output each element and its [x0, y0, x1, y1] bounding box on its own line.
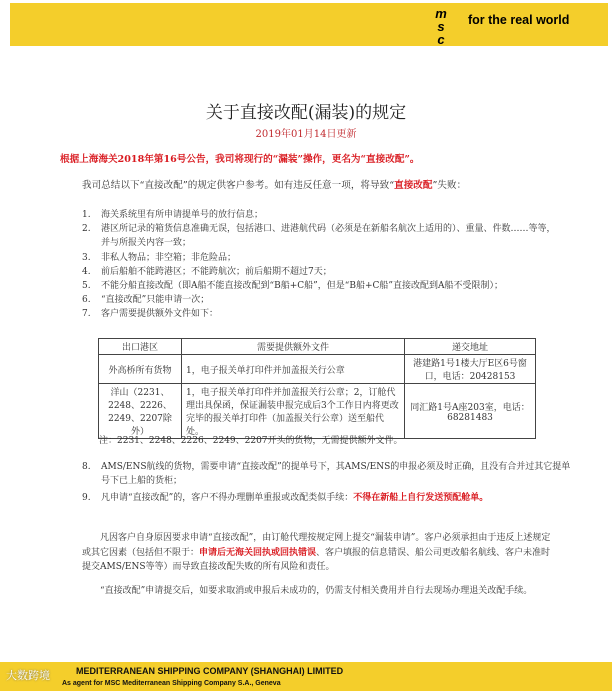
list-item: 3. 非私人物品；非空箱；非危险品；: [82, 252, 237, 263]
header-slogan: for the real world: [468, 13, 570, 27]
intro-text: 我司总结以下“直接改配”的规定供客户参考。如有违反任意一项，将导致“直接改配”失败：: [82, 180, 467, 191]
svg-text:m: m: [435, 6, 447, 21]
cell-address: 同汇路1号A座203室，电话：68281483: [405, 384, 536, 439]
rules-list: [82, 208, 562, 322]
svg-text:c: c: [437, 32, 445, 46]
cell-port: 外高桥所有货物: [99, 355, 182, 384]
table-row: [99, 355, 536, 384]
cell-docs: 1，电子报关单打印件并加盖报关行公章；2，订舱代理出具保函，保证漏装申报完成后3个工作日内将更改完毕的报关单打印件（加盖报关行公章）送至船代处。: [182, 384, 405, 439]
cell-docs: 1，电子报关单打印件并加盖报关行公章: [182, 355, 405, 384]
footer-company: MEDITERRANEAN SHIPPING COMPANY (SHANGHAI) LIMITED: [76, 666, 344, 676]
list-item: 1. 海关系统里有所申请提单号的放行信息；: [82, 210, 264, 220]
cell-port: 洋山（2231、2248、2226、2249、2207除外）: [99, 384, 182, 439]
footer-banner: [0, 662, 612, 691]
list-item: 9. 凡申请“直接改配”的，客户不得办理删单重报或改配类似手续：不得在新船上自行发送预配舱单。: [82, 493, 489, 504]
col-header-docs: 需要提供额外文件: [182, 339, 405, 355]
red-notice: 根据上海海关2018年第16号公告，我司将现行的“漏装”操作，更名为“直接改配”。: [60, 154, 420, 165]
svg-text:s: s: [437, 19, 445, 34]
header-banner: [10, 3, 608, 46]
col-header-port: 出口港区: [99, 339, 182, 355]
page-title: 关于直接改配(漏装)的规定: [205, 103, 407, 123]
item9-highlight: 不得在新船上自行发送预配舱单。: [353, 493, 489, 504]
watermark: 大数跨境: [6, 669, 50, 682]
paragraph-cancellation: “直接改配”申请提交后，如要求取消或申报后未成功的，仍需支付相关费用并自行去现场办理退关改配手续。: [100, 586, 533, 596]
msc-logo: [422, 3, 460, 46]
list-item: 5. 不能分船直接改配（即A船不能直接改配到“B船+C船”，但是“B船+C船”直接改配到A船不受限制）；: [82, 281, 503, 292]
footer-agent-line: As agent for MSC Mediterranean Shipping Company S.A., Geneva: [62, 680, 281, 687]
list-item: 4. 前后船舶不能跨港区；不能跨航次；前后船期不超过7天；: [82, 266, 332, 277]
rules-list-continued: [82, 460, 572, 506]
table-note: 注：2231、2248、2226、2249、2207开头的货物，无需提供额外文件。: [99, 436, 403, 446]
table-header-row: [99, 339, 536, 355]
paragraph-liability: 凡因客户自身原因要求申请“直接改配”，由订舱代理按规定网上提交“漏装申请”。客户必须承担由于违反上述规定或其它因素（包括但不限于：申请后无海关回执或回执错误、客户填报的信息错误、船公司更改船名航线、客户未准时提交AMS/ENS等等）而导致直接改配失败的所有风险和责任。: [82, 533, 551, 572]
list-item: 6. “直接改配”只能申请一次；: [82, 295, 210, 306]
extra-docs-table: [98, 338, 536, 439]
list-item: 8. AMS/ENS航线的货物，需要申请“直接改配”的提单号下，其AMS/ENS的申报必须及时正确，且没有合并过其它提单号下已上船的货柜；: [82, 462, 571, 487]
intro-highlight: 直接改配: [394, 180, 433, 191]
update-date: 2019年01月14日更新: [255, 129, 357, 140]
cell-address: 港建路1号1楼大厅E区6号窗口，电话：20428153: [405, 355, 536, 384]
list-item: 7. 客户需要提供额外文件如下：: [82, 309, 219, 320]
table-row: [99, 384, 536, 439]
col-header-address: 递交地址: [405, 339, 536, 355]
list-item: 2. 港区所记录的箱货信息准确无误，包括港口、进港航代码（必须是在新船名航次上适用的）、重量、件数……等等，并与所报关内容一致；: [82, 224, 556, 249]
para1-highlight: 申请后无海关回执或回执错误: [199, 547, 317, 558]
